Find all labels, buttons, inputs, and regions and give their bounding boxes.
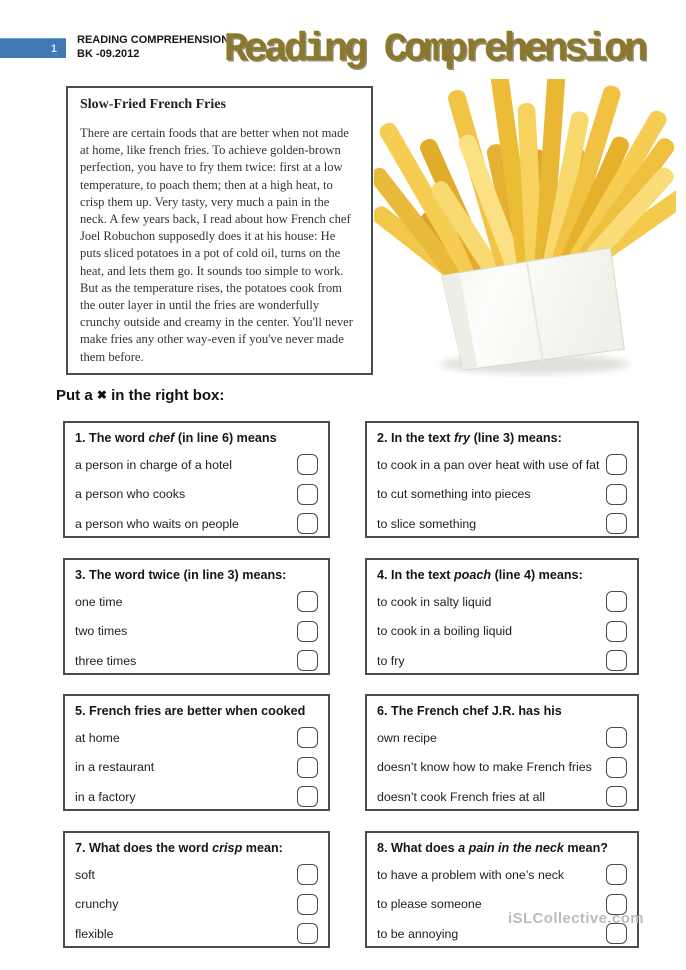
answer-checkbox[interactable] (606, 454, 627, 475)
question-title: 8. What does a pain in the neck mean? (377, 841, 608, 855)
instruction-prefix: Put a (56, 387, 97, 404)
answer-row (75, 723, 318, 753)
answer-row (75, 509, 318, 539)
answer-option-label: to please someone (377, 897, 482, 912)
answer-checkbox[interactable] (606, 513, 627, 534)
answer-row (377, 480, 627, 510)
answer-option-label: own recipe (377, 730, 437, 745)
answer-row (75, 782, 318, 812)
x-mark-icon: ✖ (96, 388, 107, 402)
answer-option-label: in a factory (75, 789, 136, 804)
answer-checkbox[interactable] (297, 786, 318, 807)
answer-checkbox[interactable] (297, 757, 318, 778)
answer-option-label: to fry (377, 653, 405, 668)
question-box-1 (63, 421, 330, 538)
answer-checkbox[interactable] (297, 484, 318, 505)
answer-option-label: crunchy (75, 897, 119, 912)
reading-passage-box (66, 86, 373, 375)
answer-option-label: at home (75, 730, 120, 745)
question-box-8 (365, 831, 639, 948)
answer-row (377, 860, 627, 890)
answer-row (377, 509, 627, 539)
answer-row (75, 617, 318, 647)
answer-checkbox[interactable] (297, 650, 318, 671)
answer-row (75, 480, 318, 510)
question-title: 2. In the text fry (line 3) means: (377, 431, 562, 445)
answer-checkbox[interactable] (297, 621, 318, 642)
answer-row (377, 450, 627, 480)
header-line1: READING COMPREHENSION (77, 34, 230, 46)
answer-row (377, 782, 627, 812)
answer-option-label: doesn’t cook French fries at all (377, 789, 546, 804)
answer-row (377, 723, 627, 753)
answer-option-label: flexible (75, 926, 114, 941)
page-number-tab (0, 38, 66, 58)
answer-checkbox[interactable] (297, 454, 318, 475)
answer-checkbox[interactable] (606, 864, 627, 885)
answer-option-label: to be annoying (377, 926, 459, 941)
question-box-5 (63, 694, 330, 811)
answer-checkbox[interactable] (297, 864, 318, 885)
answer-row (377, 587, 627, 617)
answer-option-label: a person in charge of a hotel (75, 457, 233, 472)
answer-checkbox[interactable] (606, 757, 627, 778)
answer-option-label: three times (75, 653, 137, 668)
answer-checkbox[interactable] (606, 727, 627, 748)
passage-heading: Slow-Fried French Fries (80, 97, 226, 112)
answer-option-label: a person who waits on people (75, 516, 239, 531)
instruction-suffix: in the right box: (106, 387, 225, 404)
question-box-2 (365, 421, 639, 538)
answer-checkbox[interactable] (606, 650, 627, 671)
answer-row (377, 617, 627, 647)
answer-option-label: soft (75, 867, 95, 882)
answer-option-label: a person who cooks (75, 487, 186, 502)
answer-row (75, 919, 318, 949)
answer-row (377, 753, 627, 783)
question-title: 5. French fries are better when cooked (75, 704, 306, 718)
page-number: 1 (50, 42, 57, 55)
answer-option-label: in a restaurant (75, 760, 155, 775)
question-box-3 (63, 558, 330, 675)
instruction-line (56, 387, 224, 404)
question-title: 7. What does the word crisp mean: (75, 841, 283, 855)
page-title: Reading Comprehension (224, 28, 645, 73)
answer-option-label: to cut something into pieces (377, 487, 531, 502)
answer-option-label: to cook in a pan over heat with use of fat (377, 457, 600, 472)
answer-row (75, 890, 318, 920)
question-box-4 (365, 558, 639, 675)
answer-row (75, 450, 318, 480)
answer-checkbox[interactable] (297, 923, 318, 944)
passage-body: There are certain foods that are better when not made at home, like french fries. To achieve golden-brown perfection, you have to fry them twice: first at a low temperature, to poach them; then at a high heat, to crisp them up. Very tasty, very much a pain in the neck. A few years back, I read about how French chef Joel Robuchon supposedly does it at his house: He puts sliced potatoes in a pot of cold oil, turns on the heat, and lets them go. It sounds too simple to work. But as the temperature rises, the potatoes cook from the outer layer in until the fries are wonderfully crunchy outside and creamy in the center. You'll never make fries any other way-even if you've never made them before. (80, 126, 353, 364)
answer-option-label: to slice something (377, 516, 477, 531)
answer-checkbox[interactable] (606, 786, 627, 807)
question-title: 1. The word chef (in line 6) means (75, 431, 277, 445)
islcollective-watermark: iSLCollective.com (507, 910, 644, 927)
answer-option-label: to cook in salty liquid (377, 594, 492, 609)
answer-checkbox[interactable] (297, 513, 318, 534)
french-fries-photo (374, 79, 676, 377)
answer-row (75, 587, 318, 617)
answer-checkbox[interactable] (297, 591, 318, 612)
question-title: 4. In the text poach (line 4) means: (377, 568, 583, 582)
answer-option-label: two times (75, 624, 128, 639)
answer-option-label: to have a problem with one’s neck (377, 867, 565, 882)
question-title: 6. The French chef J.R. has his (377, 704, 562, 718)
answer-checkbox[interactable] (297, 894, 318, 915)
answer-checkbox[interactable] (606, 484, 627, 505)
question-title: 3. The word twice (in line 3) means: (75, 568, 287, 582)
answer-row (75, 753, 318, 783)
question-box-6 (365, 694, 639, 811)
question-box-7 (63, 831, 330, 948)
header-line2: BK -09.2012 (77, 48, 140, 60)
answer-checkbox[interactable] (297, 727, 318, 748)
answer-row (75, 860, 318, 890)
answer-option-label: one time (75, 594, 123, 609)
worksheet-header (77, 33, 229, 61)
answer-row (377, 646, 627, 676)
answer-checkbox[interactable] (606, 621, 627, 642)
answer-option-label: to cook in a boiling liquid (377, 624, 513, 639)
answer-checkbox[interactable] (606, 591, 627, 612)
answer-row (75, 646, 318, 676)
answer-option-label: doesn’t know how to make French fries (377, 760, 592, 775)
